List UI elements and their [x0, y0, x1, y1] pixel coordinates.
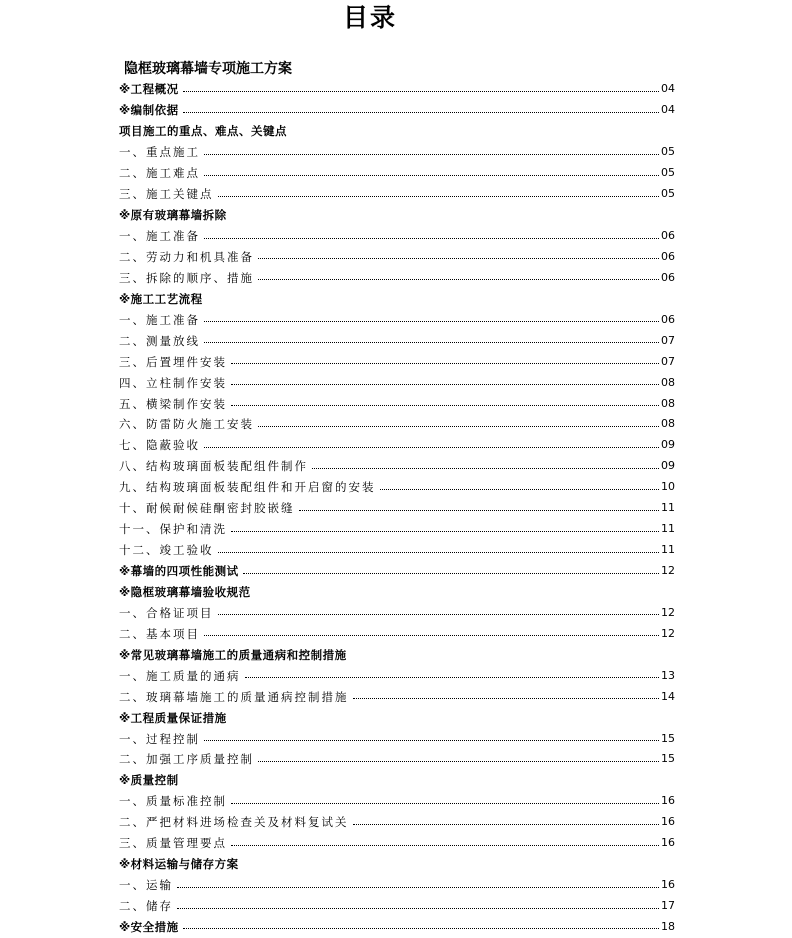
toc-entry-label: 三、后置埋件安装	[119, 354, 227, 369]
toc-entry-label: 七、隐蔽验收	[119, 438, 200, 453]
toc-entry[interactable]	[119, 728, 675, 749]
toc-entry[interactable]	[119, 519, 675, 540]
toc-entry-label: 三、施工关键点	[119, 187, 214, 202]
toc-entry-label: 六、防雷防火施工安装	[119, 417, 254, 432]
toc-leader-dots	[258, 258, 659, 259]
toc-page-number: 07	[661, 354, 675, 368]
toc-leader-dots	[204, 154, 659, 155]
toc-heading[interactable]	[119, 288, 675, 309]
toc-page-number: 06	[661, 229, 675, 243]
toc-leader-dots	[231, 845, 659, 846]
toc-entry-label: 三、拆除的顺序、措施	[119, 270, 254, 285]
toc-leader-dots	[218, 552, 660, 553]
toc-entry[interactable]	[119, 226, 675, 247]
toc-leader-dots	[380, 489, 660, 490]
toc-entry[interactable]	[119, 330, 675, 351]
toc-entry-label: 一、质量标准控制	[119, 794, 227, 809]
toc-entry-label: ※工程质量保证措施	[119, 710, 227, 725]
toc-leader-dots	[177, 887, 659, 888]
toc-page-number: 16	[661, 794, 675, 808]
toc-page-number: 17	[661, 899, 675, 913]
toc-heading[interactable]	[119, 644, 675, 665]
toc-entry-label: 二、基本项目	[119, 626, 200, 641]
toc-page-number: 13	[661, 668, 675, 682]
toc-page-number: 07	[661, 333, 675, 347]
toc-leader-dots	[204, 175, 659, 176]
toc-entry-label: ※幕墙的四项性能测试	[119, 564, 239, 579]
toc-leader-dots	[353, 824, 660, 825]
table-of-contents	[119, 79, 675, 937]
toc-page-number: 09	[661, 459, 675, 473]
toc-entry-label: ※常见玻璃幕墙施工的质量通病和控制措施	[119, 647, 347, 662]
toc-entry[interactable]	[119, 477, 675, 498]
toc-entry[interactable]	[119, 896, 675, 917]
toc-entry[interactable]	[119, 393, 675, 414]
toc-leader-dots	[183, 91, 659, 92]
toc-entry-label: ※隐框玻璃幕墙验收规范	[119, 584, 251, 599]
toc-heading[interactable]	[119, 917, 675, 938]
toc-leader-dots	[218, 614, 660, 615]
toc-page-number: 06	[661, 312, 675, 326]
toc-entry[interactable]	[119, 791, 675, 812]
toc-entry-label: 十、耐候耐候硅酮密封胶嵌缝	[119, 501, 295, 516]
toc-leader-dots	[243, 573, 659, 574]
toc-leader-dots	[258, 426, 659, 427]
toc-entry-label: 一、过程控制	[119, 731, 200, 746]
toc-entry[interactable]	[119, 665, 675, 686]
toc-leader-dots	[204, 342, 659, 343]
toc-entry[interactable]	[119, 184, 675, 205]
toc-entry[interactable]	[119, 351, 675, 372]
toc-page-number: 05	[661, 145, 675, 159]
toc-heading[interactable]	[119, 707, 675, 728]
page-title: 目录	[342, 3, 397, 32]
toc-page-number: 15	[661, 752, 675, 766]
toc-entry-label: 二、储存	[119, 899, 173, 914]
toc-page-number: 08	[661, 375, 675, 389]
toc-page-number: 16	[661, 878, 675, 892]
toc-leader-dots	[299, 510, 660, 511]
toc-leader-dots	[218, 196, 660, 197]
toc-page-number: 15	[661, 731, 675, 745]
toc-page-number: 05	[661, 187, 675, 201]
toc-entry[interactable]	[119, 267, 675, 288]
toc-page-number: 08	[661, 396, 675, 410]
toc-entry-label: 一、重点施工	[119, 145, 200, 160]
toc-page-number: 11	[661, 522, 675, 536]
toc-page-number: 11	[661, 501, 675, 515]
toc-page-number: 11	[661, 543, 675, 557]
toc-page-number: 14	[661, 689, 675, 703]
toc-heading[interactable]	[119, 854, 675, 875]
toc-leader-dots	[231, 803, 659, 804]
toc-entry[interactable]	[119, 686, 675, 707]
toc-entry[interactable]	[119, 372, 675, 393]
toc-leader-dots	[204, 447, 659, 448]
toc-leader-dots	[231, 405, 659, 406]
toc-entry[interactable]	[119, 142, 675, 163]
toc-entry[interactable]	[119, 414, 675, 435]
toc-leader-dots	[183, 928, 659, 929]
toc-entry-label: 项目施工的重点、难点、关键点	[119, 124, 287, 139]
toc-entry-label: ※原有玻璃幕墙拆除	[119, 208, 227, 223]
toc-entry-label: 一、运输	[119, 878, 173, 893]
toc-entry[interactable]	[119, 833, 675, 854]
toc-entry-label: ※施工工艺流程	[119, 291, 203, 306]
toc-entry[interactable]	[119, 435, 675, 456]
toc-entry[interactable]	[119, 163, 675, 184]
toc-entry-label: 四、立柱制作安装	[119, 375, 227, 390]
toc-leader-dots	[245, 677, 660, 678]
toc-entry-label: 三、质量管理要点	[119, 836, 227, 851]
toc-page-number: 06	[661, 249, 675, 263]
toc-leader-dots	[204, 635, 659, 636]
toc-entry-label: ※编制依据	[119, 103, 179, 118]
toc-heading[interactable]	[119, 79, 675, 100]
toc-entry-label: 二、玻璃幕墙施工的质量通病控制措施	[119, 689, 349, 704]
toc-entry[interactable]	[119, 812, 675, 833]
toc-entry[interactable]	[119, 623, 675, 644]
toc-entry-label: 一、合格证项目	[119, 605, 214, 620]
toc-heading[interactable]	[119, 561, 675, 582]
toc-page-number: 16	[661, 815, 675, 829]
toc-page-number: 12	[661, 605, 675, 619]
toc-page-number: 04	[661, 82, 675, 96]
toc-entry[interactable]	[119, 749, 675, 770]
toc-leader-dots	[204, 740, 659, 741]
toc-heading[interactable]	[119, 582, 675, 603]
toc-entry-label: 十二、竣工验收	[119, 543, 214, 558]
toc-page-number: 10	[661, 480, 675, 494]
toc-leader-dots	[312, 468, 659, 469]
toc-entry-label: 一、施工准备	[119, 229, 200, 244]
toc-page-number: 09	[661, 438, 675, 452]
toc-entry[interactable]	[119, 247, 675, 268]
toc-entry-label: 二、严把材料进场检查关及材料复试关	[119, 815, 349, 830]
toc-entry-label: 二、施工难点	[119, 166, 200, 181]
toc-entry-label: ※材料运输与储存方案	[119, 857, 239, 872]
toc-entry-label: ※安全措施	[119, 919, 179, 934]
toc-entry-label: ※质量控制	[119, 773, 179, 788]
toc-entry[interactable]	[119, 456, 675, 477]
toc-entry-label: 二、测量放线	[119, 333, 200, 348]
toc-entry-label: 十一、保护和清洗	[119, 522, 227, 537]
toc-page-number: 18	[661, 919, 675, 933]
toc-page-number: 12	[661, 626, 675, 640]
toc-entry-label: 二、加强工序质量控制	[119, 752, 254, 767]
toc-heading[interactable]	[119, 770, 675, 791]
toc-leader-dots	[258, 279, 659, 280]
toc-entry[interactable]	[119, 602, 675, 623]
toc-leader-dots	[204, 321, 659, 322]
toc-leader-dots	[231, 363, 659, 364]
toc-page-number: 06	[661, 270, 675, 284]
toc-page-number: 16	[661, 836, 675, 850]
toc-entry-label: ※工程概况	[119, 82, 179, 97]
toc-leader-dots	[353, 698, 660, 699]
toc-entry[interactable]	[119, 309, 675, 330]
toc-heading[interactable]	[119, 205, 675, 226]
toc-leader-dots	[231, 531, 659, 532]
toc-page-number: 08	[661, 417, 675, 431]
toc-leader-dots	[258, 761, 659, 762]
toc-page-number: 04	[661, 103, 675, 117]
toc-entry[interactable]	[119, 540, 675, 561]
toc-leader-dots	[231, 384, 659, 385]
toc-entry[interactable]	[119, 875, 675, 896]
toc-page-number: 05	[661, 166, 675, 180]
document-title: 隐框玻璃幕墙专项施工方案	[124, 61, 292, 77]
toc-page-number: 12	[661, 564, 675, 578]
toc-leader-dots	[183, 112, 659, 113]
toc-entry-label: 一、施工质量的通病	[119, 668, 241, 683]
toc-heading[interactable]	[119, 100, 675, 121]
toc-leader-dots	[204, 238, 659, 239]
toc-entry-label: 八、结构玻璃面板装配组件制作	[119, 459, 308, 474]
toc-entry-label: 九、结构玻璃面板装配组件和开启窗的安装	[119, 480, 376, 495]
toc-heading[interactable]	[119, 121, 675, 142]
toc-entry-label: 二、劳动力和机具准备	[119, 249, 254, 264]
toc-entry-label: 一、施工准备	[119, 312, 200, 327]
toc-entry-label: 五、横梁制作安装	[119, 396, 227, 411]
toc-leader-dots	[177, 908, 659, 909]
toc-entry[interactable]	[119, 498, 675, 519]
